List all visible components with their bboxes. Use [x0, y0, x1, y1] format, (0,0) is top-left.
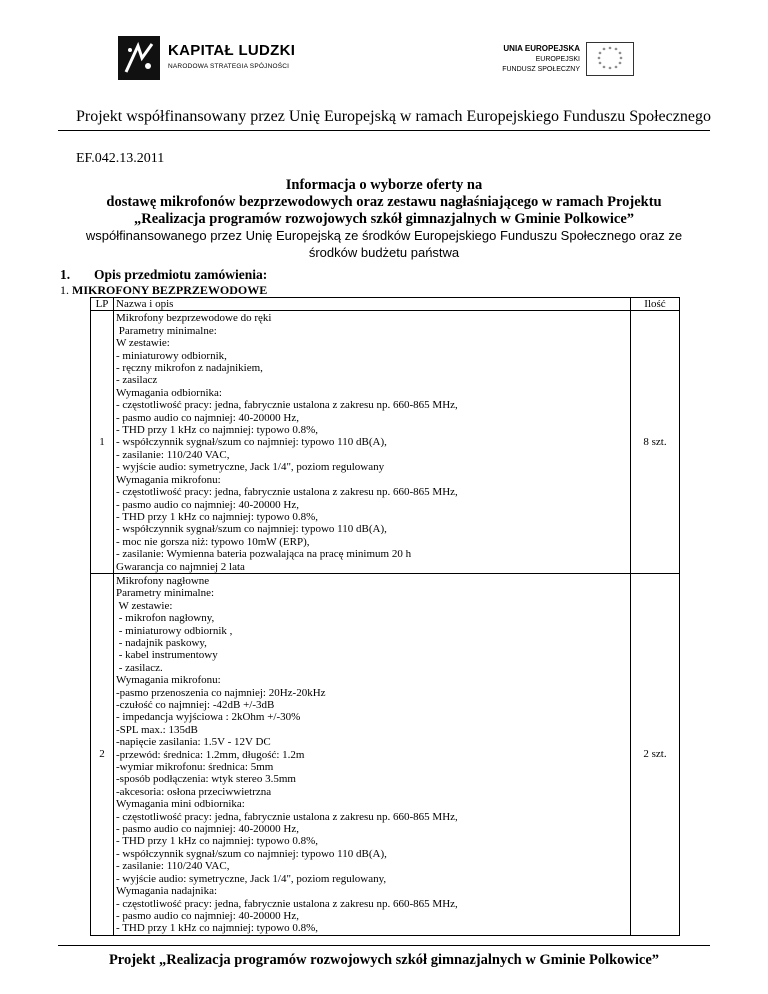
description-line: -pasmo przenoszenia co najmniej: 20Hz-20kHz — [116, 686, 326, 699]
kapital-ludzki-logo — [118, 36, 298, 86]
description-line: -wymiar mikrofonu: średnica: 5mm — [116, 761, 274, 774]
description-line: - nadajnik paskowy, — [116, 636, 207, 649]
description-line: - mikrofon nagłowny, — [116, 612, 215, 625]
description-line: Parametry minimalne: — [116, 587, 215, 600]
svg-text:*: * — [614, 47, 618, 54]
description-line: - miniaturowy odbiornik , — [116, 624, 233, 637]
svg-text:*: * — [618, 51, 622, 58]
description-line: - zasilacz — [116, 374, 158, 387]
reference-number: EF.042.13.2011 — [76, 151, 165, 166]
description-line: - współczynnik sygnał/szum co najmniej: typowo 110 dB(A), — [116, 847, 387, 860]
svg-text:*: * — [598, 61, 602, 68]
description-line: - wyjście audio: symetryczne, Jack 1/4", poziom regulowany — [116, 461, 385, 474]
table-row — [91, 573, 680, 935]
description-line: Wymagania mikrofonu: — [116, 674, 221, 687]
doc-title-line1: Informacja o wyborze oferty na — [285, 177, 483, 193]
eu-logo-line2: EUROPEJSKI — [535, 56, 580, 63]
row-description — [114, 573, 631, 935]
header-name: Nazwa i opis — [114, 298, 631, 311]
description-line: - impedancja wyjściowa : 2kOhm +/-30% — [116, 711, 301, 724]
description-line: - pasmo audio co najmniej: 40-20000 Hz, — [116, 909, 299, 922]
description-line: Mikrofony bezprzewodowe do ręki — [116, 312, 272, 325]
kapital-ludzki-emblem-icon — [118, 36, 160, 80]
description-line: - pasmo audio co najmniej: 40-20000 Hz, — [116, 411, 299, 424]
header-qty: Ilość — [631, 298, 680, 311]
logo-title: KAPITAŁ LUDZKI — [168, 42, 296, 59]
description-line: W zestawie: — [116, 337, 170, 350]
doc-title-line4: współfinansowanego przez Unię Europejską ze środków Europejskiego Funduszu Społecznego oraz ze — [85, 228, 683, 243]
subsection-heading — [60, 283, 267, 298]
description-line: - THD przy 1 kHz co najmniej: typowo 0.8%, — [116, 835, 319, 848]
description-line: - kabel instrumentowy — [116, 649, 218, 662]
svg-text:*: * — [619, 56, 623, 63]
description-line: -akcesoria: osłona przeciwwietrzna — [116, 785, 272, 798]
description-line: Gwarancja co najmniej 2 lata — [116, 560, 245, 573]
description-line: Wymagania mikrofonu: — [116, 473, 221, 486]
description-line: - współczynnik sygnał/szum co najmniej: typowo 110 dB(A), — [116, 436, 387, 449]
description-line: Wymagania nadajnika: — [116, 885, 218, 898]
description-line: - częstotliwość pracy: jedna, fabrycznie ustalona z zakresu np. 660-865 MHz, — [116, 399, 458, 412]
description-line: - zasilacz. — [116, 661, 163, 674]
svg-text:*: * — [597, 56, 601, 63]
description-line: - THD przy 1 kHz co najmniej: typowo 0.8%, — [116, 424, 319, 437]
description-line: -czułość co najmniej: -42dB +/-3dB — [116, 699, 275, 711]
description-line: - częstotliwość pracy: jedna, fabrycznie ustalona z zakresu np. 660-865 MHz, — [116, 486, 458, 499]
project-footer: Projekt „Realizacja programów rozwojowych szkół gimnazjalnych w Gminie Polkowice” — [108, 952, 660, 968]
description-line: - miniaturowy odbiornik, — [116, 349, 227, 362]
row-description — [114, 311, 631, 574]
doc-title-line2: dostawę mikrofonów bezprzewodowych oraz zestawu nagłaśniającego w ramach Projektu — [106, 194, 662, 210]
description-line: Parametry minimalne: — [116, 324, 217, 337]
subsection-label: MIKROFONY BEZPRZEWODOWE — [72, 283, 268, 297]
row-lp: 1 — [91, 311, 114, 574]
logo-subtitle: NARODOWA STRATEGIA SPÓJNOŚCI — [168, 63, 290, 70]
cofinancing-header: Projekt współfinansowany przez Unię Europejską w ramach Europejskiego Funduszu Społecznego — [76, 108, 711, 125]
table-header-row — [91, 298, 680, 311]
row-qty: 8 szt. — [631, 311, 680, 574]
description-line: - moc nie gorsza niż: typowo 10mW (ERP), — [116, 535, 310, 548]
row-qty: 2 szt. — [631, 573, 680, 935]
description-line: - zasilanie: Wymienna bateria pozwalająca na pracę minimum 20 h — [116, 548, 412, 561]
eu-flag-icon — [586, 42, 634, 76]
eu-logo — [488, 44, 648, 88]
description-line: - pasmo audio co najmniej: 40-20000 Hz, — [116, 498, 299, 511]
row-lp: 2 — [91, 573, 114, 935]
eu-logo-line1: UNIA EUROPEJSKA — [503, 44, 580, 53]
description-line: - pasmo audio co najmniej: 40-20000 Hz, — [116, 823, 299, 836]
description-line: -sposób podłączenia: wtyk stereo 3.5mm — [116, 773, 296, 786]
description-line: - częstotliwość pracy: jedna, fabrycznie ustalona z zakresu np. 660-865 MHz, — [116, 897, 458, 910]
description-line: - THD przy 1 kHz co najmniej: typowo 0.8%, — [116, 510, 319, 523]
svg-text:*: * — [602, 65, 606, 72]
svg-text:*: * — [598, 51, 602, 58]
doc-title-line3: „Realizacja programów rozwojowych szkół gimnazjalnych w Gminie Polkowice” — [133, 211, 635, 227]
description-line: - zasilanie: 110/240 VAC, — [116, 448, 230, 461]
header-divider — [58, 130, 710, 131]
subsection-number: 1. — [60, 283, 69, 297]
svg-text:*: * — [614, 65, 618, 72]
description-line: - współczynnik sygnał/szum co najmniej: typowo 110 dB(A), — [116, 523, 387, 536]
description-line: - ręczny mikrofon z nadajnikiem, — [116, 362, 263, 375]
description-line: - częstotliwość pracy: jedna, fabrycznie ustalona z zakresu np. 660-865 MHz, — [116, 810, 458, 823]
eu-logo-line3: FUNDUSZ SPOŁECZNY — [502, 66, 580, 73]
doc-title-line5: środków budżetu państwa — [308, 245, 460, 260]
svg-text:*: * — [608, 46, 612, 53]
footer-divider — [58, 945, 710, 946]
description-line: -przewód: średnica: 1.2mm, długość: 1.2m — [116, 748, 305, 761]
header-lp: LP — [91, 298, 114, 311]
description-line: - wyjście audio: symetryczne, Jack 1/4", poziom regulowany, — [116, 872, 387, 885]
description-line: Wymagania odbiornika: — [116, 386, 222, 399]
section-label: Opis przedmiotu zamówienia: — [94, 267, 268, 282]
description-line: - THD przy 1 kHz co najmniej: typowo 0.8%, — [116, 922, 319, 935]
svg-text:*: * — [608, 66, 612, 73]
svg-text:*: * — [618, 61, 622, 68]
table-row — [91, 311, 680, 574]
items-table — [90, 297, 680, 936]
description-line: W zestawie: — [116, 599, 173, 612]
description-line: Wymagania mini odbiornika: — [116, 798, 245, 811]
svg-text:*: * — [602, 47, 606, 54]
section-number: 1. — [60, 267, 71, 282]
description-line: -napięcie zasilania: 1.5V - 12V DC — [116, 736, 271, 749]
section-heading — [60, 267, 267, 283]
description-line: Mikrofony nagłowne — [116, 574, 210, 587]
description-line: - zasilanie: 110/240 VAC, — [116, 860, 230, 873]
description-line: -SPL max.: 135dB — [116, 723, 198, 736]
